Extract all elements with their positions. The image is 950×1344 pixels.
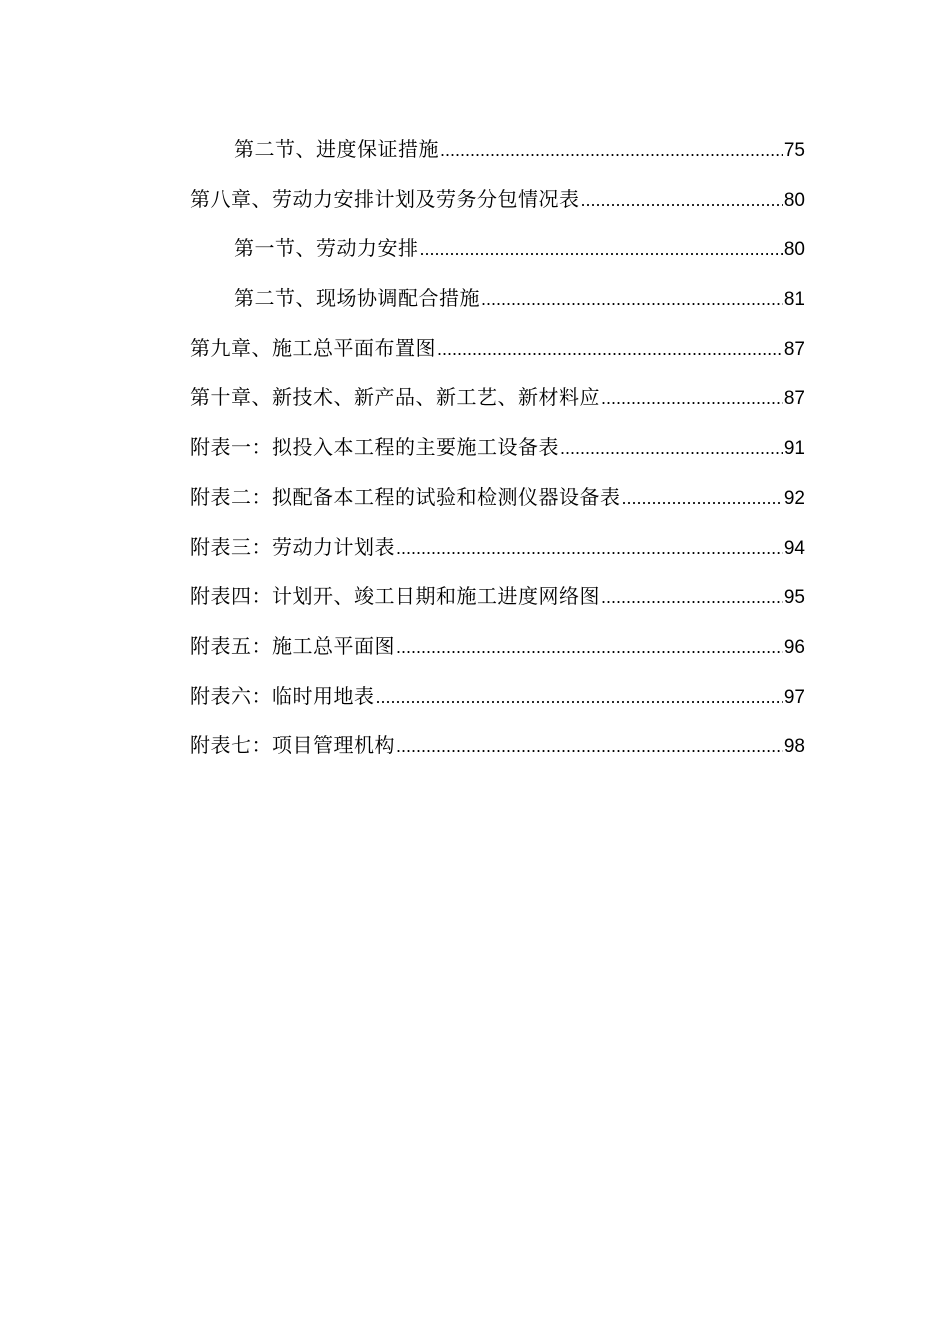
toc-entry[interactable] xyxy=(190,473,805,523)
toc-page-number: 94 xyxy=(783,537,805,559)
toc-page-number: 87 xyxy=(783,388,805,410)
toc-page-number: 92 xyxy=(783,487,805,509)
toc-entry-title: 第八章、劳动力安排计划及劳务分包情况表 xyxy=(190,186,580,211)
toc-entry-title: 附表七：项目管理机构 xyxy=(190,733,395,758)
toc-page-number: 95 xyxy=(783,587,805,609)
toc-entry-title: 附表四：计划开、竣工日期和施工进度网络图 xyxy=(190,584,600,609)
toc-entry[interactable] xyxy=(190,324,805,374)
toc-dot-leader xyxy=(396,623,783,673)
toc-entry[interactable] xyxy=(190,523,805,573)
toc-dot-leader xyxy=(396,722,783,772)
toc-page-number: 75 xyxy=(783,140,805,161)
toc-entry[interactable] xyxy=(190,224,805,274)
toc-dot-leader xyxy=(581,176,783,226)
toc-dot-leader xyxy=(481,275,783,325)
toc-entry-title: 附表六：临时用地表 xyxy=(190,683,375,708)
toc-entry[interactable] xyxy=(190,373,805,423)
toc-entry-title: 附表五：施工总平面图 xyxy=(190,633,395,658)
toc-entry-title: 附表一：拟投入本工程的主要施工设备表 xyxy=(190,435,559,460)
toc-dot-leader xyxy=(601,573,783,623)
toc-entry[interactable] xyxy=(190,572,805,622)
toc-dot-leader xyxy=(440,126,783,176)
toc-dot-leader xyxy=(601,374,783,424)
toc-dot-leader xyxy=(560,424,783,474)
toc-page-number: 91 xyxy=(783,438,805,460)
toc-entry[interactable] xyxy=(190,721,805,771)
toc-entry[interactable] xyxy=(190,175,805,225)
toc-page-number: 97 xyxy=(783,686,805,708)
toc-entry[interactable] xyxy=(190,274,805,324)
toc-dot-leader xyxy=(420,225,783,275)
table-of-contents xyxy=(190,125,805,771)
toc-entry-title: 第二节、进度保证措施 xyxy=(234,137,439,161)
toc-page-number: 87 xyxy=(783,338,805,360)
toc-entry-title: 第九章、施工总平面布置图 xyxy=(190,335,436,360)
toc-page-number: 80 xyxy=(783,189,805,211)
toc-dot-leader xyxy=(622,474,783,524)
toc-dot-leader xyxy=(437,325,783,375)
toc-page-number: 81 xyxy=(783,289,805,311)
toc-dot-leader xyxy=(396,524,783,574)
toc-page-number: 96 xyxy=(783,636,805,658)
toc-entry[interactable] xyxy=(190,622,805,672)
toc-entry-title: 附表三：劳动力计划表 xyxy=(190,534,395,559)
toc-entry[interactable] xyxy=(190,423,805,473)
toc-entry-title: 附表二：拟配备本工程的试验和检测仪器设备表 xyxy=(190,484,621,509)
toc-entry-title: 第二节、现场协调配合措施 xyxy=(234,286,480,311)
toc-entry[interactable] xyxy=(190,672,805,722)
toc-page-number: 80 xyxy=(783,239,805,261)
toc-page-number: 98 xyxy=(783,736,805,758)
toc-entry-title: 第十章、新技术、新产品、新工艺、新材料应 xyxy=(190,385,600,410)
toc-dot-leader xyxy=(376,673,783,723)
toc-entry[interactable] xyxy=(190,125,805,175)
toc-entry-title: 第一节、劳动力安排 xyxy=(234,236,419,261)
